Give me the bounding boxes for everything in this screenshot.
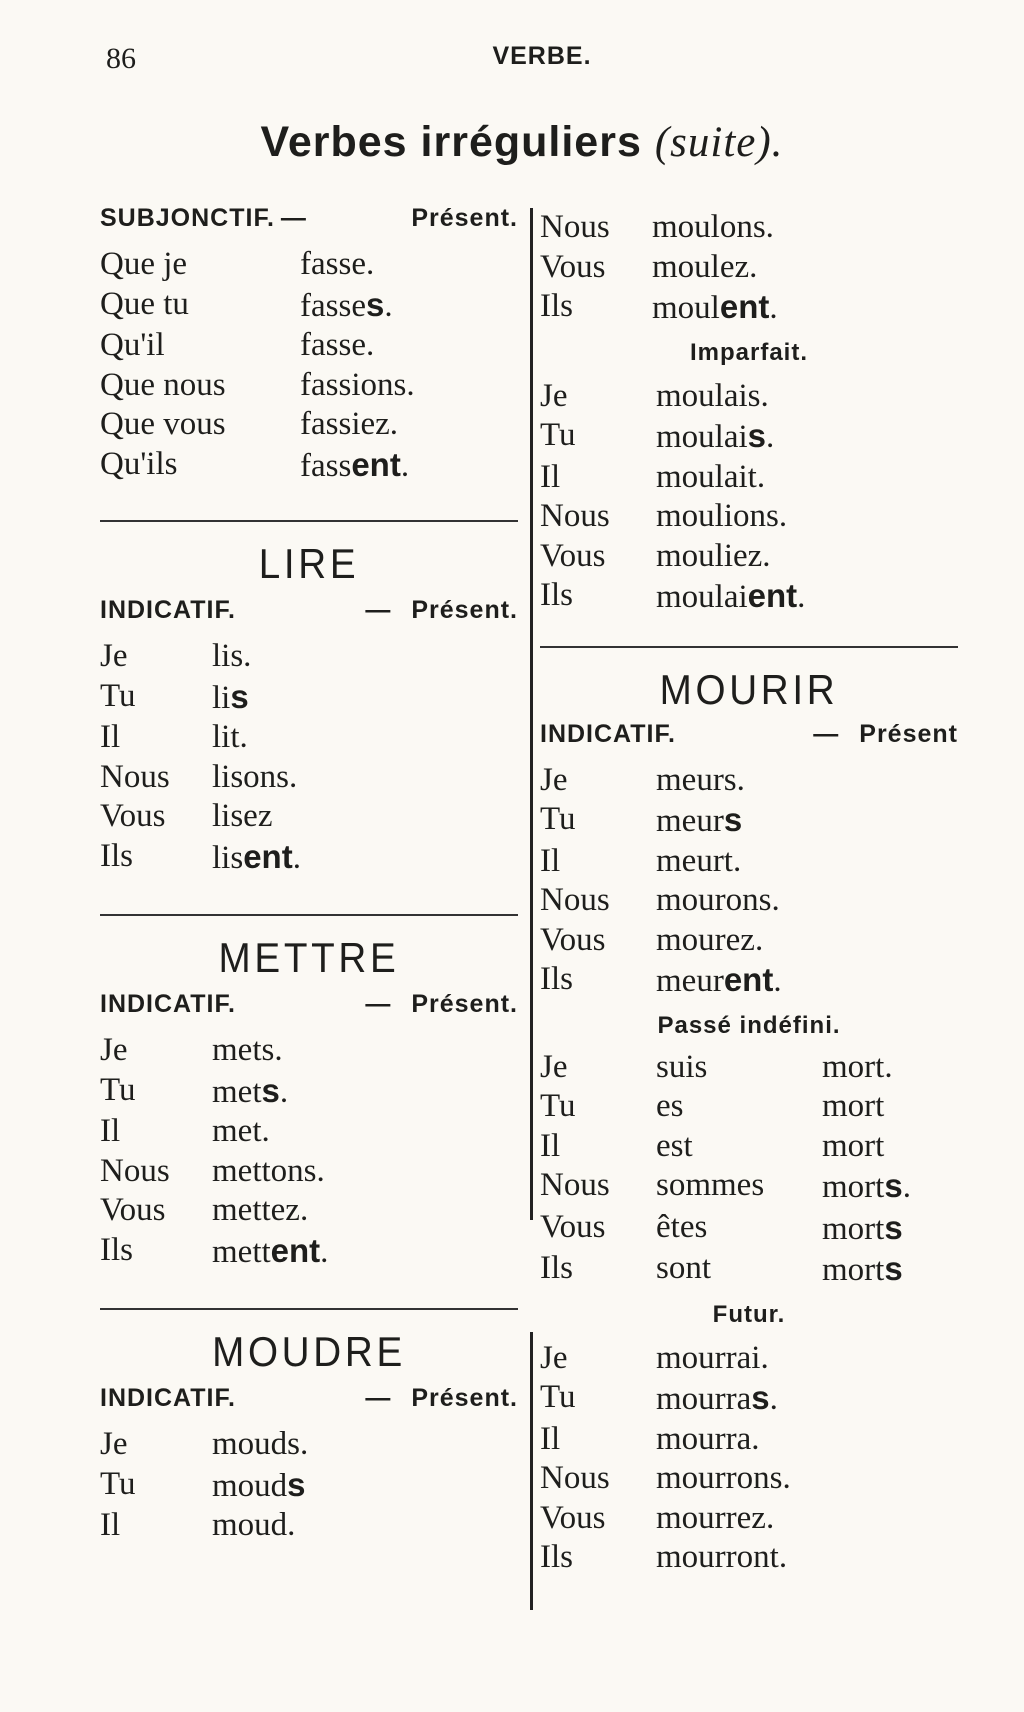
verb-stem: moulez. — [652, 248, 758, 285]
pronoun: Tu — [540, 417, 576, 453]
mood-label: INDICATIF. — [100, 1384, 236, 1412]
verb-stem: lisez — [212, 798, 273, 834]
punctuation: . — [769, 1381, 778, 1417]
pronoun: Que tu — [100, 285, 189, 322]
punctuation: . — [384, 287, 393, 324]
pronoun: Tu — [540, 801, 576, 837]
pronoun: Ils — [100, 1231, 133, 1268]
left-column — [100, 204, 518, 1546]
conjugation-row — [100, 1506, 518, 1546]
pronoun: Ils — [540, 288, 573, 324]
moudre-present-cont-rows — [540, 208, 958, 329]
conjugation-row — [540, 248, 958, 288]
conjugation-row — [100, 677, 518, 719]
verb-form — [652, 208, 774, 248]
mourir-header — [540, 720, 958, 749]
verb-form — [656, 1538, 787, 1578]
verb-stem: moulais. — [656, 377, 769, 414]
verb-ending: s — [261, 1071, 280, 1109]
verb-ending: s — [287, 1465, 306, 1503]
verb-stem: mourez. — [656, 921, 764, 958]
verb-ending: s — [723, 801, 743, 838]
verb-stem: moulai — [656, 419, 748, 455]
verb-ending: s — [751, 1379, 770, 1416]
dash: — — [365, 990, 392, 1018]
pronoun: Que nous — [100, 366, 226, 403]
pronoun: Tu — [540, 1088, 576, 1124]
mood-label: INDICATIF. — [540, 719, 676, 748]
verb-stem: met. — [212, 1113, 270, 1149]
lire-header — [100, 596, 518, 625]
verb-form — [300, 326, 374, 366]
verb-ending: ent — [723, 961, 774, 998]
verb-stem: meur — [656, 803, 724, 839]
pronoun: Nous — [100, 758, 170, 795]
verb-stem: moulions. — [656, 498, 788, 534]
verb-form — [212, 837, 301, 879]
mood-label: SUBJONCTIF. — [100, 204, 275, 232]
pronoun: Il — [100, 719, 121, 755]
verb-form — [300, 245, 374, 285]
conjugation-row — [540, 1378, 958, 1420]
conjugation-row — [100, 405, 518, 445]
pronoun: Nous — [540, 498, 610, 534]
verb-title-lire: LIRE — [258, 540, 360, 587]
verb-stem: lis. — [212, 638, 252, 674]
verb-form — [652, 287, 778, 329]
participle-ending: s — [884, 1208, 903, 1246]
pronoun: Vous — [540, 1499, 606, 1536]
conjugation-row — [540, 537, 958, 577]
participle-ending: s — [884, 1167, 903, 1204]
pronoun: Je — [540, 761, 568, 798]
verb-stem: lis — [212, 839, 244, 876]
pronoun: Je — [540, 377, 568, 414]
participle-stem: mort. — [822, 1048, 893, 1085]
conjugation-row — [540, 842, 958, 882]
mettre-header — [100, 990, 518, 1019]
verb-stem: mourrez. — [656, 1499, 775, 1536]
mood-label: INDICATIF. — [100, 990, 236, 1018]
pronoun: Qu'ils — [100, 445, 178, 482]
mourir-futur-rows — [540, 1339, 958, 1578]
verb-form — [212, 1112, 270, 1152]
conjugation-row — [540, 1420, 958, 1460]
moudre-header — [100, 1384, 518, 1413]
pronoun: Je — [100, 1032, 128, 1068]
conjugation-row — [540, 761, 958, 801]
tense-label: Présent. — [411, 990, 518, 1018]
verb-form — [656, 377, 769, 417]
pronoun: Vous — [540, 537, 606, 574]
pronoun: Vous — [100, 798, 166, 834]
pronoun: Tu — [100, 1465, 136, 1502]
verb-stem: mettez. — [212, 1192, 309, 1228]
conjugation-row — [100, 245, 518, 285]
conjugation-row — [540, 1048, 958, 1088]
pronoun: Tu — [100, 1071, 136, 1108]
verb-form — [212, 637, 251, 677]
verb-stem: meur — [656, 963, 724, 999]
dash: — — [813, 719, 840, 748]
conjugation-row — [100, 1425, 518, 1465]
pronoun: Nous — [540, 1167, 610, 1203]
conjugation-row — [100, 837, 518, 879]
verb-form — [212, 718, 248, 758]
conjugation-row — [100, 758, 518, 798]
verb-form — [656, 921, 763, 961]
pronoun: Nous — [540, 882, 610, 918]
verb-form — [212, 677, 249, 719]
tense-label: Présent. — [411, 204, 518, 232]
verb-ending: s — [747, 417, 767, 454]
verb-stem: fassions. — [300, 366, 415, 403]
mourir-present-rows — [540, 761, 958, 1002]
mourir-passe-rows — [540, 1048, 958, 1291]
verb-stem: met — [212, 1073, 262, 1110]
verb-ending: ent — [270, 1231, 321, 1269]
verb-stem: mouds. — [212, 1426, 309, 1462]
verb-stem: mourront. — [656, 1539, 788, 1575]
verb-form — [212, 1231, 328, 1273]
verb-form — [212, 797, 272, 837]
past-participle — [822, 1087, 884, 1127]
verb-form — [656, 1339, 769, 1379]
participle-stem: mort — [822, 1127, 885, 1164]
conjugation-row — [100, 1191, 518, 1231]
conjugation-row — [540, 1499, 958, 1539]
punctuation: . — [320, 1233, 329, 1270]
conjugation-row — [100, 1031, 518, 1071]
pronoun: Nous — [100, 1152, 170, 1189]
verb-form — [656, 1378, 778, 1420]
verb-form — [656, 960, 782, 1002]
subjonctif-header — [100, 204, 518, 233]
pronoun: Il — [100, 1507, 121, 1543]
verb-form — [212, 1425, 308, 1465]
running-head: VERBE. — [492, 42, 592, 70]
auxiliary: est — [656, 1127, 693, 1164]
verb-stem: moud. — [212, 1507, 296, 1543]
conjugation-row — [540, 287, 958, 329]
pronoun: Tu — [100, 677, 136, 714]
conjugation-row — [540, 1087, 958, 1127]
conjugation-row — [100, 366, 518, 406]
punctuation: . — [797, 579, 806, 615]
auxiliary: sommes — [656, 1167, 765, 1203]
conjugation-row — [540, 1127, 958, 1167]
pronoun: Ils — [540, 1250, 573, 1286]
dash: — — [365, 596, 392, 624]
verb-stem: meurs. — [656, 761, 745, 798]
verb-form — [300, 285, 393, 327]
verb-title-mettre: METTRE — [218, 934, 400, 981]
verb-stem: moulons. — [652, 209, 774, 245]
pronoun: Ils — [100, 837, 133, 874]
conjugation-row — [540, 1459, 958, 1499]
pronoun: Que vous — [100, 406, 226, 442]
title-suite: (suite). — [654, 119, 784, 166]
verb-ending: ent — [243, 837, 293, 875]
verb-stem: mourra. — [656, 1420, 760, 1457]
auxiliary: êtes — [656, 1208, 708, 1245]
conjugation-row — [540, 208, 958, 248]
mood-label: INDICATIF. — [100, 596, 236, 624]
passe-indefini-heading: Passé indéfini. — [657, 1011, 841, 1039]
past-participle — [822, 1166, 911, 1208]
verb-form — [652, 248, 757, 288]
conjugation-row — [100, 1231, 518, 1273]
pronoun: Que je — [100, 246, 188, 282]
participle-stem: mort — [822, 1210, 885, 1247]
conjugation-row — [100, 285, 518, 327]
conjugation-row — [540, 416, 958, 458]
verb-form — [656, 576, 805, 618]
conjugation-row — [540, 881, 958, 921]
conjugation-row — [540, 377, 958, 417]
pronoun: Je — [540, 1048, 568, 1085]
tense-label: Présent. — [411, 1384, 518, 1412]
dash: — — [280, 204, 307, 232]
conjugation-row — [100, 797, 518, 837]
tense-label: Présent. — [411, 596, 518, 624]
conjugation-row — [100, 1071, 518, 1113]
pronoun: Je — [540, 1339, 568, 1376]
moudre-rows — [100, 1425, 518, 1546]
punctuation: . — [292, 839, 301, 876]
verb-stem: moulai — [656, 579, 748, 615]
participle-ending: s — [884, 1250, 903, 1287]
conjugation-row — [540, 576, 958, 618]
verb-stem: fassiez. — [300, 406, 399, 442]
imparfait-heading: Imparfait. — [689, 338, 809, 366]
conjugation-row — [540, 1538, 958, 1578]
subjonctif-rows — [100, 245, 518, 486]
conjugation-row — [100, 1152, 518, 1192]
conjugation-row — [540, 921, 958, 961]
conjugation-row — [540, 960, 958, 1002]
moudre-imparfait-rows — [540, 377, 958, 618]
verb-stem: lisons. — [212, 758, 298, 795]
verb-stem: mettons. — [212, 1152, 325, 1189]
verb-stem: mett — [212, 1233, 271, 1270]
verb-stem: fass — [300, 447, 352, 484]
pronoun: Ils — [540, 961, 573, 997]
pronoun: Nous — [540, 209, 610, 245]
conjugation-row — [100, 1112, 518, 1152]
lire-rows — [100, 637, 518, 878]
pronoun: Je — [100, 638, 128, 674]
past-participle — [822, 1048, 893, 1088]
verb-form — [212, 1152, 325, 1192]
pronoun: Tu — [540, 1379, 576, 1415]
futur-heading: Futur. — [712, 1300, 786, 1328]
verb-title-mourir: MOURIR — [659, 665, 839, 713]
pronoun: Je — [100, 1426, 128, 1462]
punctuation: . — [279, 1073, 289, 1110]
verb-stem: moul — [652, 290, 720, 326]
auxiliary: sont — [656, 1250, 712, 1286]
verb-ending: ent — [719, 288, 770, 325]
conjugation-row — [540, 1249, 958, 1291]
verb-form — [300, 366, 415, 406]
verb-form — [656, 761, 745, 801]
verb-stem: mourra — [656, 1381, 752, 1417]
column-rule-lower — [530, 1332, 533, 1610]
verb-stem: fasse. — [300, 246, 375, 282]
verb-stem: meurt. — [656, 842, 742, 879]
pronoun: Vous — [540, 248, 606, 285]
pronoun: Vous — [540, 1208, 606, 1245]
verb-form — [300, 405, 398, 445]
verb-ending: ent — [351, 445, 401, 483]
pronoun: Vous — [100, 1192, 166, 1228]
verb-form — [656, 497, 787, 537]
title-main: Verbes irréguliers — [260, 118, 642, 166]
verb-form — [212, 1465, 306, 1507]
verb-form — [212, 1506, 295, 1546]
verb-form — [656, 881, 780, 921]
conjugation-row — [540, 458, 958, 498]
conjugation-row — [540, 800, 958, 842]
verb-form — [656, 800, 742, 842]
dash: — — [365, 1384, 392, 1412]
column-rule-upper — [530, 208, 533, 1220]
pronoun: Ils — [540, 1539, 573, 1575]
verb-stem: moud — [212, 1467, 288, 1504]
pronoun: Il — [540, 1127, 561, 1164]
verb-ending: s — [365, 285, 385, 323]
verb-form — [212, 758, 297, 798]
verb-stem: mourrons. — [656, 1460, 791, 1496]
pronoun: Vous — [540, 921, 606, 958]
verb-form — [656, 458, 765, 498]
pronoun: Il — [100, 1113, 121, 1149]
verb-form — [656, 1420, 760, 1460]
auxiliary: suis — [656, 1048, 708, 1085]
pronoun: Qu'il — [100, 327, 165, 363]
verb-title-moudre: MOUDRE — [212, 1328, 406, 1375]
verb-stem: mourrai. — [656, 1339, 769, 1376]
punctuation: . — [902, 1169, 911, 1205]
verb-stem: fasse. — [300, 327, 375, 363]
participle-stem: mort — [822, 1252, 885, 1288]
tense-label: Présent — [859, 719, 958, 748]
past-participle — [822, 1208, 903, 1250]
verb-ending: ent — [747, 577, 798, 614]
past-participle — [822, 1127, 884, 1167]
conjugation-row — [100, 1465, 518, 1507]
pronoun: Il — [540, 458, 561, 495]
past-participle — [822, 1249, 903, 1291]
verb-form — [212, 1031, 283, 1071]
page-number: 86 — [106, 42, 136, 75]
verb-stem: mouliez. — [656, 537, 771, 574]
conjugation-row — [100, 637, 518, 677]
verb-form — [212, 1191, 308, 1231]
auxiliary: es — [656, 1088, 684, 1124]
verb-form — [656, 842, 741, 882]
punctuation: . — [400, 447, 410, 484]
right-column — [540, 208, 958, 1578]
conjugation-row — [100, 445, 518, 487]
conjugation-row — [540, 1339, 958, 1379]
pronoun: Ils — [540, 577, 573, 613]
verb-stem: lit. — [212, 719, 248, 755]
participle-stem: mort — [822, 1169, 885, 1205]
verb-form — [656, 1499, 774, 1539]
conjugation-row — [540, 497, 958, 537]
mettre-rows — [100, 1031, 518, 1272]
pronoun: Il — [540, 842, 561, 879]
verb-form — [656, 537, 771, 577]
verb-stem: mourons. — [656, 882, 780, 918]
verb-ending: s — [230, 677, 249, 715]
verb-stem: li — [212, 679, 231, 716]
verb-form — [212, 1071, 288, 1113]
conjugation-row — [540, 1208, 958, 1250]
punctuation: . — [769, 290, 778, 326]
conjugation-row — [100, 326, 518, 366]
conjugation-row — [100, 718, 518, 758]
verb-stem: moulait. — [656, 458, 766, 495]
pronoun: Il — [540, 1420, 561, 1457]
verb-form — [300, 445, 409, 487]
punctuation: . — [773, 963, 782, 999]
verb-form — [656, 416, 774, 458]
verb-stem: mets. — [212, 1032, 283, 1068]
verb-stem: fasse — [300, 287, 366, 324]
conjugation-row — [540, 1166, 958, 1208]
punctuation: . — [766, 419, 775, 455]
verb-form — [656, 1459, 791, 1499]
participle-stem: mort — [822, 1088, 885, 1124]
pronoun: Nous — [540, 1460, 610, 1496]
page-title — [0, 118, 1024, 167]
